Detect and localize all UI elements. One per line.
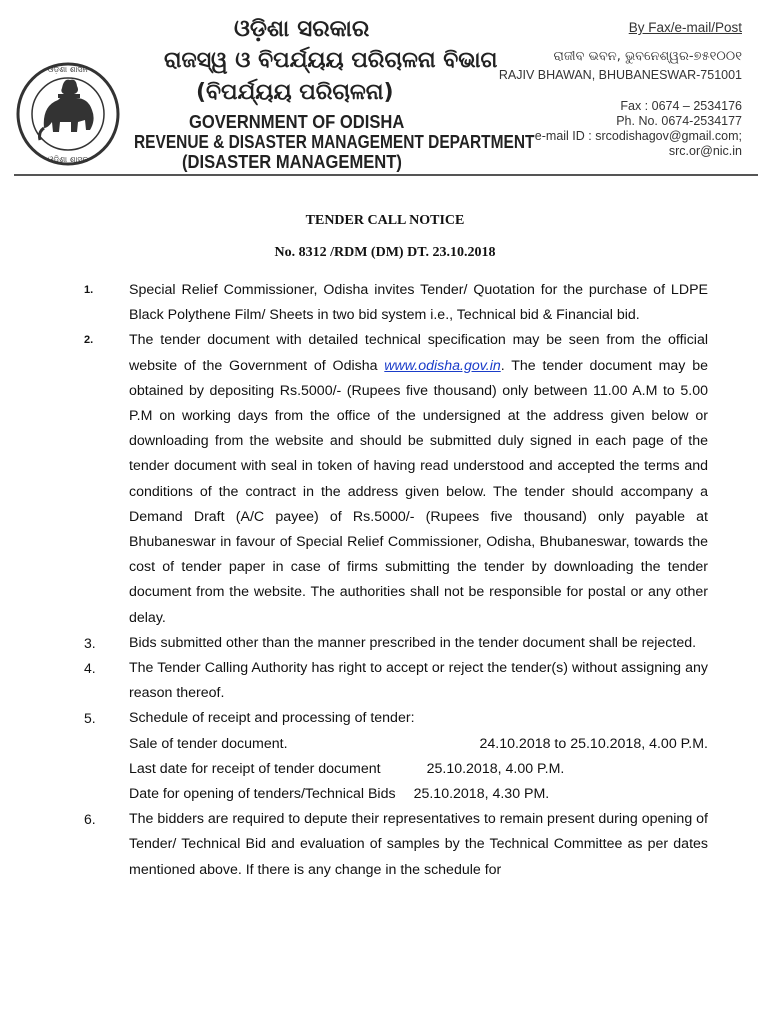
item-number: 6. [84,811,96,828]
header-divider [14,174,758,176]
odisha-emblem-icon [14,58,122,170]
contact-block [482,20,742,159]
email-secondary: src.or@nic.in [668,143,742,158]
list-item [0,656,770,706]
item-number: 4. [84,660,96,677]
schedule-label: Date for opening of tenders/Technical Bids [129,786,396,803]
schedule-value: 25.10.2018, 4.30 PM. [413,786,550,803]
address: RAJIV BHAWAN, BHUBANESWAR-751001 [498,67,742,82]
item-text: Special Relief Commissioner, Odisha invites Tender/ Quotation for the purchase of LDPE Black Polythene Film/ Sheets in two bid system i.e., Technical bid & Financial bid. [129,282,708,324]
department-title: REVENUE & DISASTER MANAGEMENT DEPARTMENT [134,132,535,152]
schedule-row [129,732,708,757]
notice-number: No. 8312 /RDM (DM) DT. 23.10.2018 [274,245,496,260]
emblem-text-top: ଓଡ଼ିଶା ଶାସନ [47,65,89,74]
notice-items [0,278,770,883]
odia-govt-title: ଓଡ଼ିଶା ସରକାର [234,16,370,42]
odia-address: ରାଜୀବ ଭବନ, ଭୁବନେଶ୍ୱର-୭୫୧୦୦୧ [553,49,742,65]
schedule-row [129,782,708,807]
schedule-heading: Schedule of receipt and processing of tender: [129,710,415,727]
phone-number: Ph. No. 0674-2534177 [616,113,742,128]
email-primary: e-mail ID : srcodishagov@gmail.com; [534,128,742,143]
odia-department-title: ରାଜସ୍ୱ ଓ ବିପର୍ଯ୍ୟୟ ପରିଚାଳନା ବିଭାଗ [164,48,498,73]
item-text-part: . The tender document may be obtained by depositing Rs.5000/- (Rupees five thousand) only between 11.00 A.M to 5.00 P.M on working days from the office of the undersigned at the address given below or downloading from the website and should be submitted duly signed in each page of the tender document with seal in token of having read understood and accepted the terms and conditions of the contract in the address given below. The tender should accompany a Demand Draft (A/C payee) of Rs.5000/- (Rupees five thousand) only payable at Bhubaneswar in favour of Special Relief Commissioner, Odisha, Bhubaneswar, towards the cost of tender paper in case of firms submitting the tender by downloading the tender document from the website. The authorities shall not be responsible for postal or any other delay. [129,357,708,626]
item-number: 5. [84,710,96,727]
govt-title: GOVERNMENT OF ODISHA [189,112,405,132]
odia-division-title: (ବିପର୍ଯ୍ୟୟ ପରିଚାଳନା) [196,80,394,105]
fax-number: Fax : 0674 – 2534176 [620,98,742,113]
list-item [0,706,770,807]
item-text: The bidders are required to depute their representatives to remain present during opening of Tender/ Technical Bid and evaluation of samples by the Technical Committee as per dates mentioned above. If there is any change in the schedule for [129,811,708,878]
item-number: 1. [84,284,94,296]
list-item [0,807,770,883]
division-title: (DISASTER MANAGEMENT) [182,152,402,172]
list-item [0,631,770,656]
delivery-mode: By Fax/e-mail/Post [628,20,742,35]
schedule-label: Sale of tender document. [129,735,288,752]
item-text [129,706,708,807]
list-item [0,328,770,630]
item-number: 2. [84,334,94,347]
item-text: Bids submitted other than the manner prescribed in the tender document shall be rejected. [129,634,697,651]
item-number: 3. [84,634,96,651]
item-text: The Tender Calling Authority has right to accept or reject the tender(s) without assigning any reason thereof. [129,660,708,702]
emblem-text-bottom: ଓଡ଼ିଶା ଶାସନ [47,155,89,164]
schedule-label: Last date for receipt of tender document [129,760,381,777]
item-text [129,328,708,630]
notice-title: TENDER CALL NOTICE [305,213,465,228]
item-text-part: The tender document with detailed technical specification may be seen from the official website of the Government of Odisha [129,332,708,374]
website-link[interactable]: www.odisha.gov.in [384,357,501,374]
list-item [0,278,770,328]
schedule-row [129,757,708,782]
schedule-value: 25.10.2018, 4.00 P.M. [426,760,565,777]
schedule-value: 24.10.2018 to 25.10.2018, 4.00 P.M. [479,735,708,752]
